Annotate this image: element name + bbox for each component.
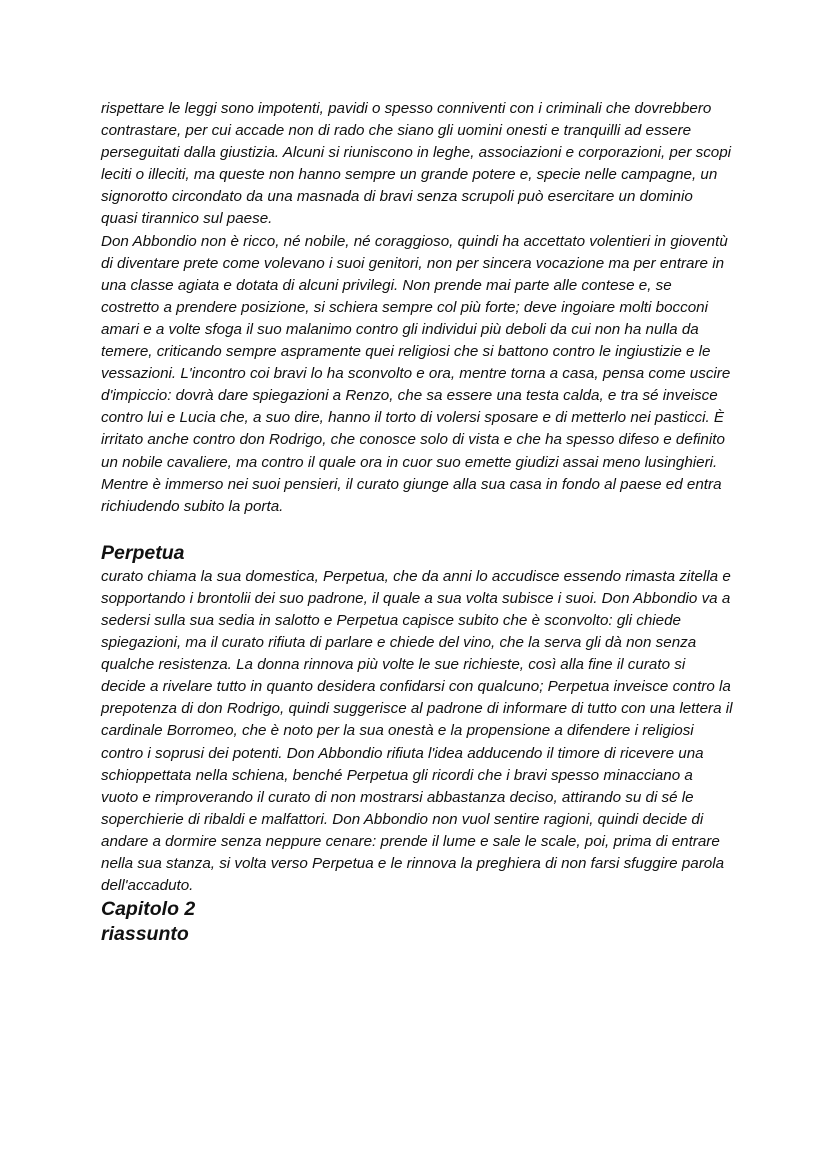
chapter-subheading: riassunto xyxy=(101,923,189,946)
perpetua-paragraph: curato chiama la sua domestica, Perpetua, che da anni lo accudisce essendo rimasta zitella e sopportando i brontolii dei suo padrone, il quale a sua volta subisce i suoi. Don Abbondio va a sedersi sulla sua sedia in salotto e Perpetua capisce subito che è sconvolto: gli chiede spiegazioni, ma il curato rifiuta di parlare e chiede del vino, che la serva gli dà non senza qualche resistenza. La donna rinnova più volte le sue richieste, così alla fine il curato si decide a rivelare tutto in quanto desidera confidarsi con qualcuno; Perpetua inveisce contro la prepotenza di don Rodrigo, quindi suggerisce al padrone di informare di tutto con una lettera il cardinale Borromeo, che è noto per la sua onestà e la propensione a difendere i religiosi contro i soprusi dei potenti. Don Abbondio rifiuta l'idea adducendo il timore di ricevere una schioppettata nella schiena, benché Perpetua gli ricordi che i bravi spesso minacciano a vuoto e rimproverando il curato di non mostrarsi abbastanza deciso, attirando su di sé le soperchierie di ribaldi e malfattori. Don Abbondio non vuol sentire ragioni, quindi decide di andare a dormire senza neppure cenare: prende il lume e sale le scale, poi, prima di entrare nella sua stanza, si volta verso Perpetua e le rinnova la preghiera di non farsi sfuggire parola dell'accaduto. xyxy=(101,567,733,895)
document-page xyxy=(101,98,733,947)
chapter-heading: Capitolo 2 xyxy=(101,898,196,921)
intro-paragraph: rispettare le leggi sono impotenti, pavidi o spesso conniventi con i criminali che dovrebbero contrastare, per cui accade non di rado che siano gli uomini onesti e tranquilli ad essere perseguitati dalla giustizia. Alcuni si riuniscono in leghe, associazioni e corporazioni, per scopi leciti o illeciti, ma queste non hanno sempre un grande potere e, specie nelle campagne, un signorotto circondato da una masnada di bravi senza scrupoli può esercitare un dominio quasi tirannico sul paese. xyxy=(101,100,732,228)
perpetua-heading: Perpetua xyxy=(101,541,185,564)
abbondio-paragraph: Don Abbondio non è ricco, né nobile, né coraggioso, quindi ha accettato volentieri in gioventù di diventare prete come volevano i suoi genitori, non per sincera vocazione ma per entrare in una classe agiata e dotata di alcuni privilegi. Non prende mai parte alle contese e, se costretto a prendere posizione, si schiera sempre col più forte; deve ingoiare molti bocconi amari e a volte sfoga il suo malanimo contro gli individui più deboli da cui non ha nulla da temere, criticando sempre aspramente quei religiosi che si battono contro le ingiustizie e le vessazioni. L'incontro coi bravi lo ha sconvolto e ora, mentre torna a casa, pensa come uscire d'impiccio: dovrà dare spiegazioni a Renzo, che sa essere una testa calda, e tra sé inveisce contro lui e Lucia che, a suo dire, hanno il torto di volersi sposare e di metterlo nei pasticci. È irritato anche contro don Rodrigo, che conosce solo di vista e che ha spesso difeso e definito un nobile cavaliere, ma contro il quale ora in cuor suo emette giudizi assai meno lusinghieri. Mentre è immerso nei suoi pensieri, il curato giunge alla sua casa in fondo al paese ed entra richiudendo subito la porta. xyxy=(101,232,731,515)
